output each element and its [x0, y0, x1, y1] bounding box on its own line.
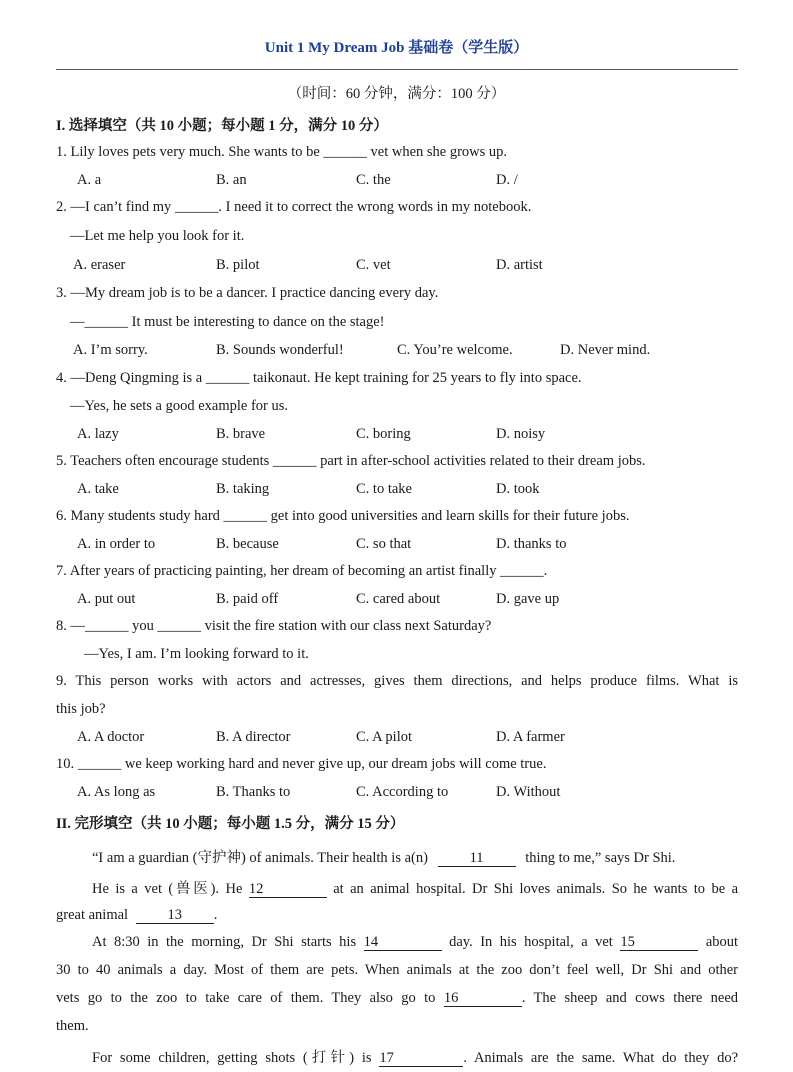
q2-option-a: A. eraser: [73, 257, 126, 273]
passage-text: .: [213, 907, 218, 923]
q10-option-d: D. Without: [496, 784, 561, 800]
passage-text: For some children, getting shots (打针) is: [92, 1050, 372, 1066]
question-9: 9. This person works with actors and actresses, gives them directions, and helps produce films. What is: [56, 673, 738, 689]
question-7: 7. After years of practicing painting, her dream of becoming an artist finally ______.: [56, 563, 548, 579]
q4-option-a: A. lazy: [77, 426, 119, 442]
q2-option-c: C. vet: [356, 257, 391, 273]
question-4-reply: —Yes, he sets a good example for us.: [70, 398, 289, 414]
q6-option-b: B. because: [216, 536, 279, 552]
question-3-reply: —______ It must be interesting to dance on the stage!: [70, 314, 385, 330]
time-info: （时间：60 分钟，满分：100 分）: [287, 86, 506, 102]
passage-text: vets go to the zoo to take care of them. They also go to: [56, 990, 436, 1006]
q9-option-d: D. A farmer: [496, 729, 565, 745]
q4-option-d: D. noisy: [496, 426, 546, 442]
section2-heading: II. 完形填空（共 10 小题；每小题 1.5 分，满分 15 分）: [56, 816, 405, 832]
question-2: 2. —I can’t find my ______. I need it to correct the wrong words in my notebook.: [56, 199, 532, 215]
passage-line-3: [56, 907, 217, 924]
q2-option-b: B. pilot: [216, 257, 260, 273]
q9-option-a: A. A doctor: [77, 729, 145, 745]
blank-17: 17: [379, 1051, 463, 1067]
q3-option-b: B. Sounds wonderful!: [216, 342, 344, 358]
section1-heading: I. 选择填空（共 10 小题；每小题 1 分，满分 10 分）: [56, 118, 388, 134]
question-8-reply: —Yes, I am. I’m looking forward to it.: [84, 646, 309, 662]
q5-option-a: A. take: [77, 481, 119, 497]
q2-option-d: D. artist: [496, 257, 543, 273]
q1-option-b: B. an: [216, 172, 247, 188]
q4-option-c: C. boring: [356, 426, 411, 442]
question-6: 6. Many students study hard ______ get into good universities and learn skills for their future jobs.: [56, 508, 630, 524]
blank-13: 13: [136, 908, 214, 924]
q6-option-a: A. in order to: [77, 536, 156, 552]
passage-line-5: 30 to 40 animals a day. Most of them are pets. When animals at the zoo don’t feel well, Dr Shi and other: [56, 962, 738, 978]
q7-option-c: C. cared about: [356, 591, 441, 607]
passage-text: He is a vet (兽医). He: [92, 881, 243, 897]
q7-option-b: B. paid off: [216, 591, 279, 607]
passage-text: thing to me,” says Dr Shi.: [525, 850, 676, 866]
passage-text: “I am a guardian (守护神) of animals. Their health is a(n): [92, 850, 428, 866]
question-1: 1. Lily loves pets very much. She wants to be ______ vet when she grows up.: [56, 144, 508, 160]
question-9-cont: this job?: [56, 701, 106, 717]
passage-line-4: [56, 934, 738, 951]
passage-text: about: [705, 934, 739, 950]
q1-option-d: D. /: [496, 172, 518, 188]
q1-option-a: A. a: [77, 172, 102, 188]
question-5: 5. Teachers often encourage students ______ part in after-school activities related to their dream jobs.: [56, 453, 646, 469]
blank-16: 16: [444, 991, 522, 1007]
q5-option-c: C. to take: [356, 481, 412, 497]
question-8: 8. —______ you ______ visit the fire station with our class next Saturday?: [56, 618, 492, 634]
q1-option-c: C. the: [356, 172, 391, 188]
passage-line-8: [56, 1046, 738, 1067]
passage-text: . Animals are the same. What do they do?: [463, 1050, 739, 1066]
blank-15: 15: [620, 935, 698, 951]
blank-14: 14: [364, 935, 442, 951]
question-3: 3. —My dream job is to be a dancer. I practice dancing every day.: [56, 285, 439, 301]
passage-line-6: [56, 990, 738, 1007]
document-title: Unit 1 My Dream Job 基础卷（学生版）: [264, 40, 529, 56]
q5-option-b: B. taking: [216, 481, 270, 497]
q9-option-b: B. A director: [216, 729, 291, 745]
q7-option-a: A. put out: [77, 591, 136, 607]
question-2-reply: —Let me help you look for it.: [70, 228, 245, 244]
question-10: 10. ______ we keep working hard and never give up, our dream jobs will come true.: [56, 756, 547, 772]
passage-text: . The sheep and cows there need: [521, 990, 738, 1006]
q6-option-c: C. so that: [356, 536, 412, 552]
blank-11: 11: [438, 851, 516, 867]
passage-line-7: them.: [56, 1018, 89, 1034]
passage-line-2: [56, 877, 738, 898]
passage-text: At 8:30 in the morning, Dr Shi starts his: [92, 934, 357, 950]
q3-option-c: C. You’re welcome.: [397, 342, 513, 358]
passage-text: great animal: [56, 907, 129, 923]
passage-text: at an animal hospital. Dr Shi loves animals. So he wants to be a: [333, 881, 739, 897]
q6-option-d: D. thanks to: [496, 536, 567, 552]
q3-option-d: D. Never mind.: [560, 342, 651, 358]
q10-option-b: B. Thanks to: [216, 784, 291, 800]
q9-option-c: C. A pilot: [356, 729, 413, 745]
q4-option-b: B. brave: [216, 426, 266, 442]
passage-line-1: [92, 846, 675, 867]
q10-option-c: C. According to: [356, 784, 449, 800]
q10-option-a: A. As long as: [77, 784, 156, 800]
header-divider: [56, 69, 738, 70]
passage-text: day. In his hospital, a vet: [449, 934, 613, 950]
blank-12: 12: [249, 882, 327, 898]
q7-option-d: D. gave up: [496, 591, 560, 607]
q5-option-d: D. took: [496, 481, 540, 497]
question-4: 4. —Deng Qingming is a ______ taikonaut. He kept training for 25 years to fly into space.: [56, 370, 582, 386]
q3-option-a: A. I’m sorry.: [73, 342, 148, 358]
